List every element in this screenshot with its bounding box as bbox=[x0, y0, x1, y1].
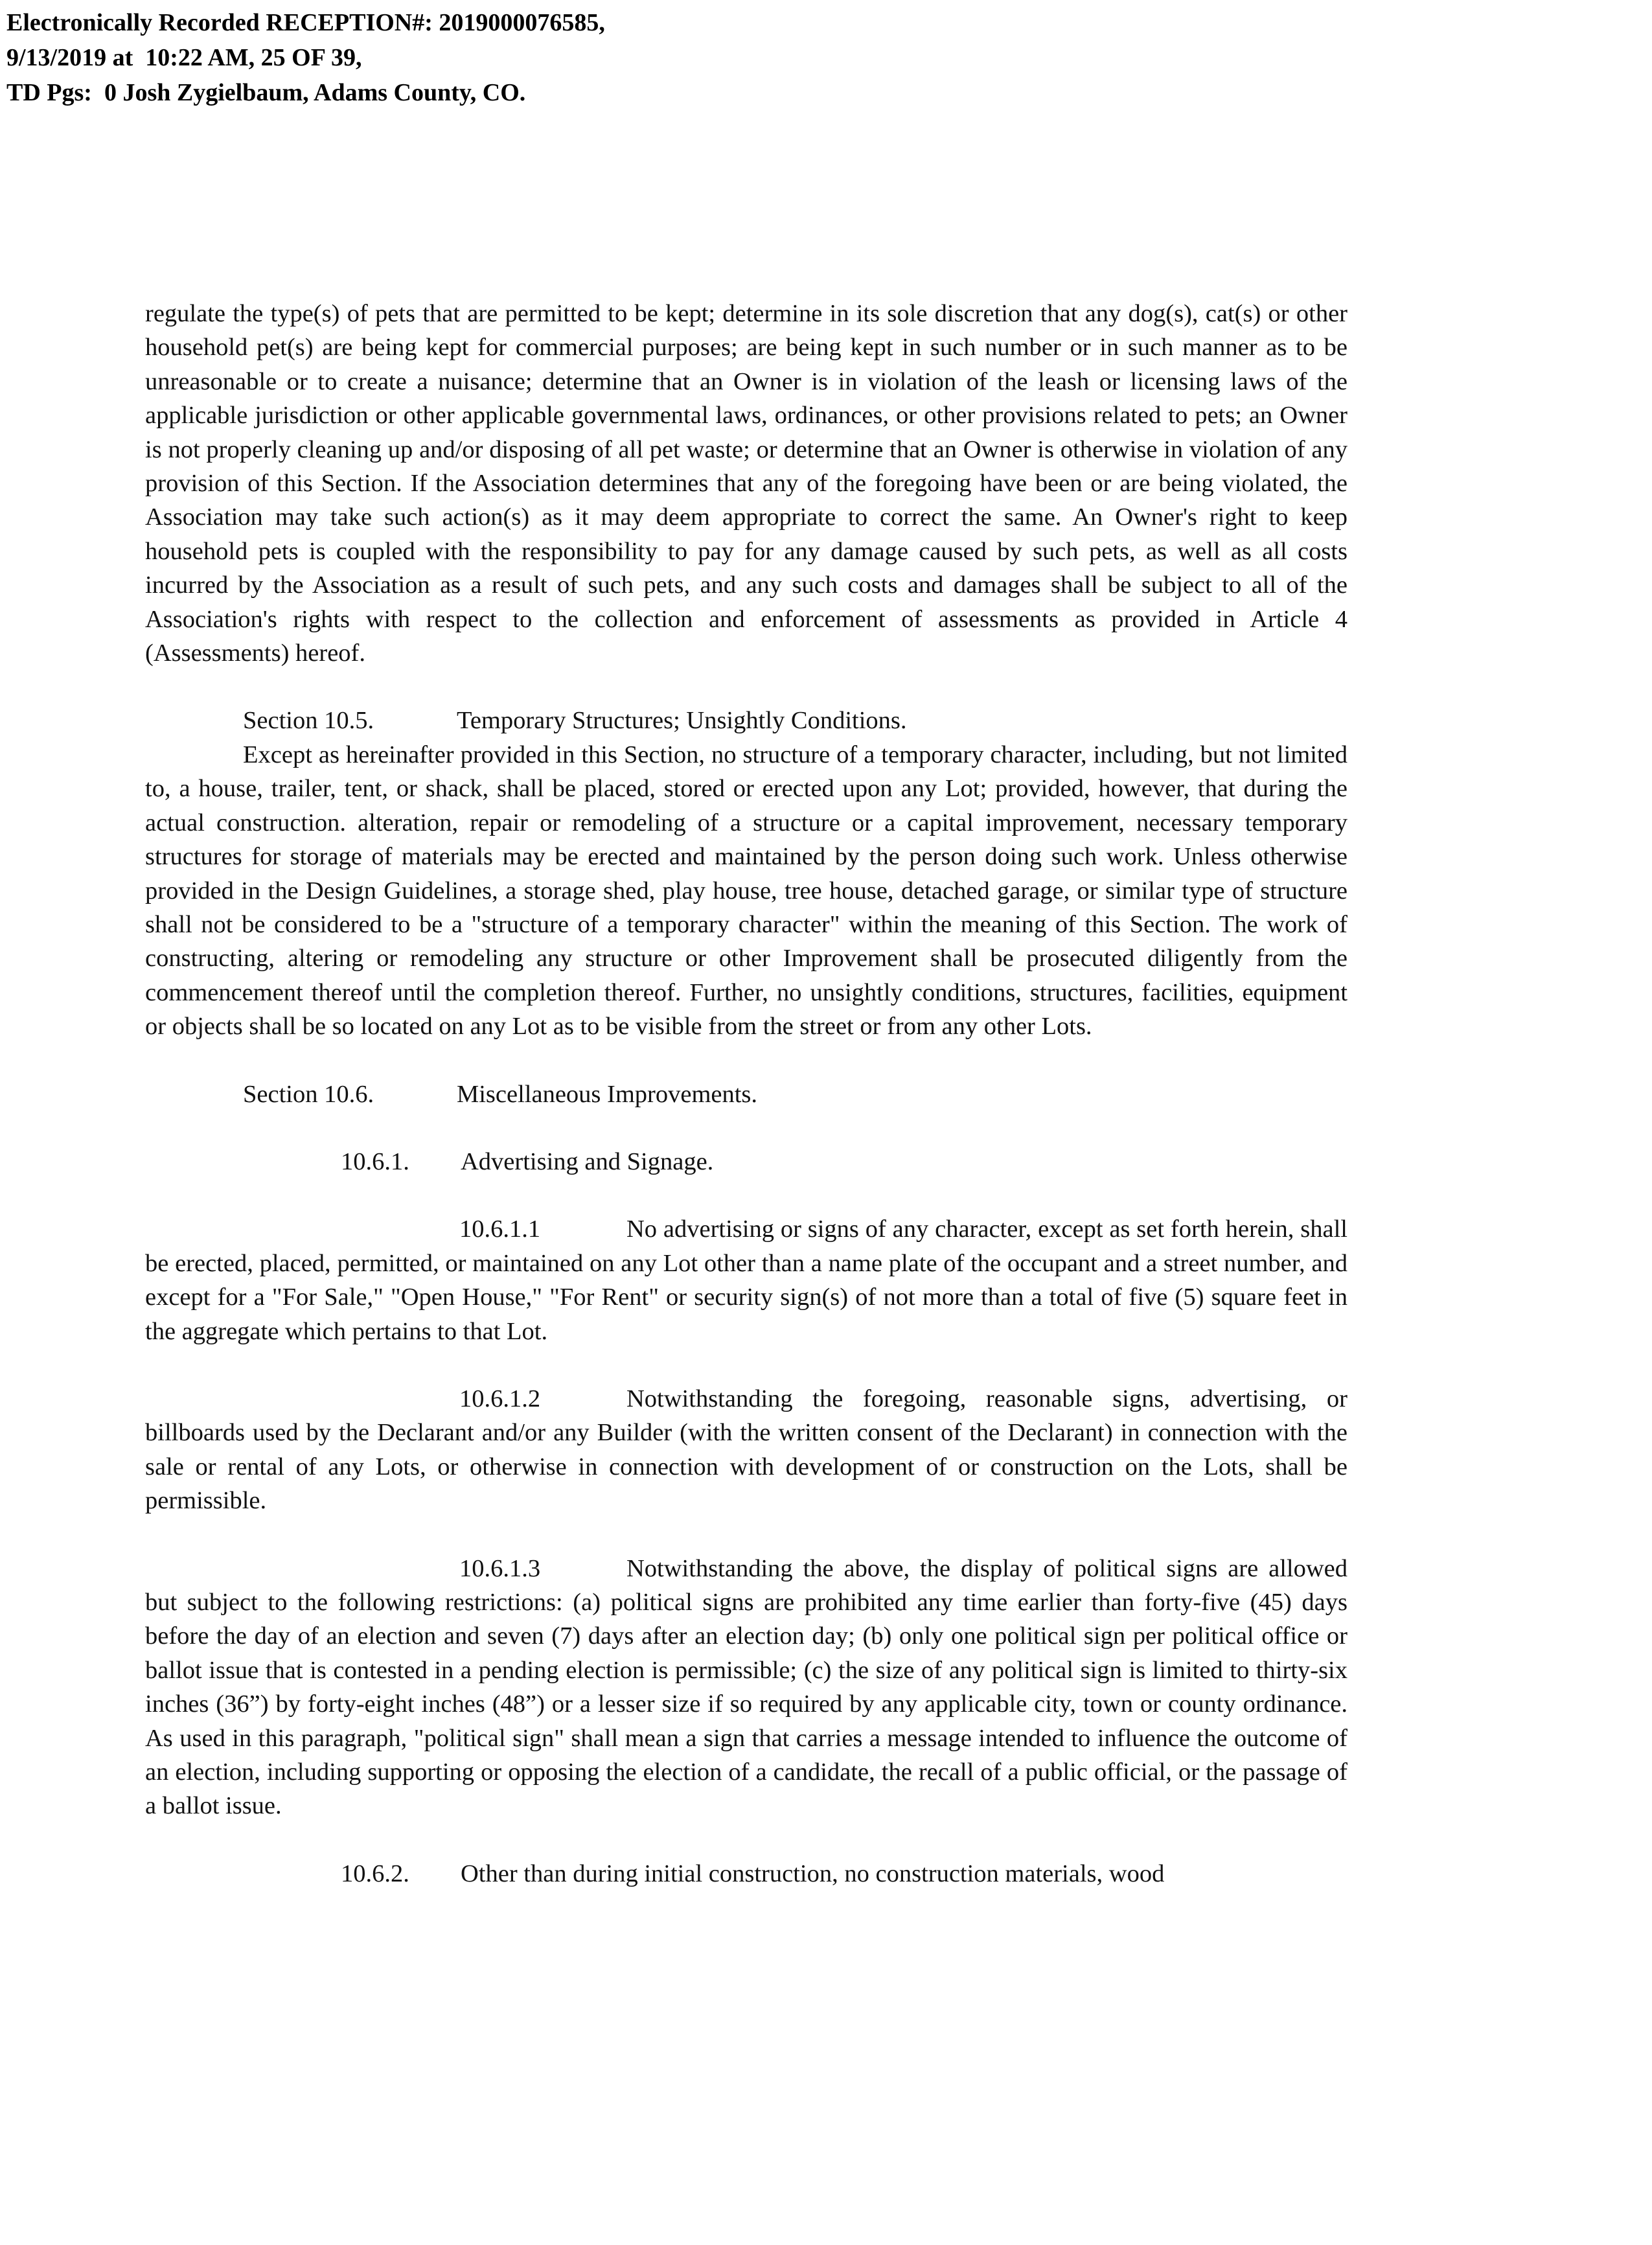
item-10-6-1-3 bbox=[145, 1552, 1348, 1823]
item-number: 10.6.1.3 bbox=[459, 1554, 541, 1582]
subsection-number: 10.6.1. bbox=[341, 1147, 409, 1175]
section-10-5-text: Except as hereinafter provided in this Section, no structure of a temporary character, including, but not limited to, a house, trailer, tent, or shack, shall be placed, stored or erected upon any Lot; provided, however, that during the actual construction. alteration, repair or remodeling of a structure or a capital improvement, necessary temporary structures for storage of materials may be erected and maintained by the person doing such work. Unless otherwise provided in the Design Guidelines, a storage shed, play house, tree house, detached garage, or similar type of structure shall not be considered to be a "structure of a temporary character" within the meaning of this Section. The work of constructing, altering or remodeling any structure or other Improvement shall be prosecuted diligently from the commencement thereof until the completion thereof. Further, no unsightly conditions, structures, facilities, equipment or objects shall be so located on any Lot as to be visible from the street or from any other Lots. bbox=[145, 741, 1348, 1041]
recording-stamp-line-3: TD Pgs: 0 Josh Zygielbaum, Adams County, CO. bbox=[6, 79, 526, 106]
section-10-6-heading bbox=[243, 1077, 1348, 1111]
continued-paragraph: regulate the type(s) of pets that are permitted to be kept; determine in its sole discretion that any dog(s), cat(s) or other household pet(s) are being kept for commercial purposes; are being kept in such number or in such manner as to be unreasonable or to create a nuisance; determine that an Owner is in violation of the leash or licensing laws of the applicable jurisdiction or other applicable governmental laws, ordinances, or other provisions related to pets; an Owner is not properly cleaning up and/or disposing of all pet waste; or determine that an Owner is otherwise in violation of any provision of this Section. If the Association determines that any of the foregoing have been or are being violated, the Association may take such action(s) as it may deem appropriate to correct the same. An Owner's right to keep household pets is coupled with the responsibility to pay for any damage caused by such pets, as well as all costs incurred by the Association as a result of such pets, and any such costs and damages shall be subject to all of the Association's rights with respect to the collection and enforcement of assessments as provided in Article 4 (Assessments) hereof. bbox=[145, 300, 1348, 667]
recording-stamp bbox=[6, 5, 605, 110]
item-10-6-1-2 bbox=[145, 1382, 1348, 1518]
item-number: 10.6.1.1 bbox=[459, 1215, 541, 1243]
recording-stamp-line-2: 9/13/2019 at 10:22 AM, 25 OF 39, bbox=[6, 44, 362, 71]
section-title: Temporary Structures; Unsightly Conditions. bbox=[457, 707, 907, 735]
section-number: Section 10.6. bbox=[243, 1080, 374, 1108]
section-number: Section 10.5. bbox=[243, 707, 374, 735]
item-number: 10.6.1.2 bbox=[459, 1385, 541, 1412]
section-10-5-heading bbox=[243, 704, 1348, 737]
subsection-text: Other than during initial construction, no construction materials, wood bbox=[461, 1859, 1165, 1887]
item-text: No advertising or signs of any character, except as set forth herein, shall be erected, placed, permitted, or maintained on any Lot other than a name plate of the occupant and a street number, and except for a "For Sale," "Open House," "For Rent" or security sign(s) of not more than a total of five (5) square feet in the aggregate which pertains to that Lot. bbox=[145, 1215, 1348, 1345]
subsection-number: 10.6.2. bbox=[341, 1859, 409, 1887]
recording-stamp-line-1: Electronically Recorded RECEPTION#: 2019000076585, bbox=[6, 9, 605, 36]
item-text: Notwithstanding the above, the display of political signs are allowed but subject to the following restrictions: (a) political signs are prohibited any time earlier than forty-five (45) days before the day of an election and seven (7) days after an election day; (b) only one political sign per political office or ballot issue that is contested in a pending election is permissible; (c) the size of any political sign is limited to thirty-six inches (36”) by forty-eight inches (48”) or a lesser size if so required by any applicable city, town or county ordinance. As used in this paragraph, "political sign" shall mean a sign that carries a message intended to influence the outcome of an election, including supporting or opposing the election of a candidate, the recall of a public official, or the passage of a ballot issue. bbox=[145, 1554, 1348, 1820]
section-title: Miscellaneous Improvements. bbox=[457, 1080, 758, 1108]
item-10-6-1-1 bbox=[145, 1212, 1348, 1348]
subsection-10-6-1-heading bbox=[341, 1145, 1348, 1179]
document-body bbox=[145, 297, 1348, 1891]
subsection-10-6-2 bbox=[145, 1857, 1348, 1891]
subsection-title: Advertising and Signage. bbox=[461, 1147, 714, 1175]
item-text: Notwithstanding the foregoing, reasonable signs, advertising, or billboards used by the Declarant and/or any Builder (with the written consent of the Declarant) in connection with the sale or rental of any Lots, or otherwise in connection with development of or construction on the Lots, shall be permissible. bbox=[145, 1385, 1348, 1515]
